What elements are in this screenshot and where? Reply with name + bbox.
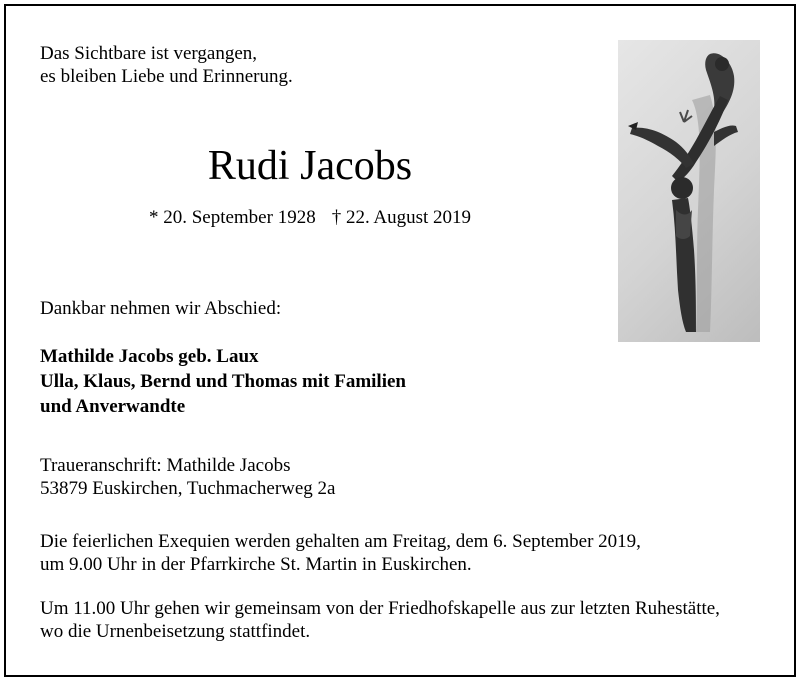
exequies-line-2: um 9.00 Uhr in der Pfarrkirche St. Martin in Euskirchen. xyxy=(40,554,472,575)
mourner-line-2: Ulla, Klaus, Bernd und Thomas mit Familien xyxy=(40,371,406,392)
death-date: † 22. August 2019 xyxy=(331,207,472,228)
deceased-name: Rudi Jacobs xyxy=(207,143,413,189)
birth-date: * 20. September 1928 xyxy=(148,207,316,228)
exequies-line-1: Die feierlichen Exequien werden gehalten am Freitag, dem 6. September 2019, xyxy=(40,531,641,552)
motto-line-1: Das Sichtbare ist vergangen, xyxy=(40,43,258,64)
burial-line-2: wo die Urnenbeisetzung stattfindet. xyxy=(40,621,311,642)
life-dates xyxy=(0,206,620,230)
mourner-line-3: und Anverwandte xyxy=(40,396,186,417)
address-line-2: 53879 Euskirchen, Tuchmacherweg 2a xyxy=(40,478,336,499)
burial-line-1: Um 11.00 Uhr gehen wir gemeinsam von der Friedhofskapelle aus zur letzten Ruhestätte, xyxy=(40,598,720,619)
motto-line-2: es bleiben Liebe und Erinnerung. xyxy=(40,66,293,87)
crucifix-icon xyxy=(618,40,760,342)
crucifix-photo xyxy=(618,40,760,342)
address-line-1: Traueranschrift: Mathilde Jacobs xyxy=(40,455,291,476)
farewell-intro: Dankbar nehmen wir Abschied: xyxy=(40,298,282,319)
mourner-line-1: Mathilde Jacobs geb. Laux xyxy=(40,346,259,367)
